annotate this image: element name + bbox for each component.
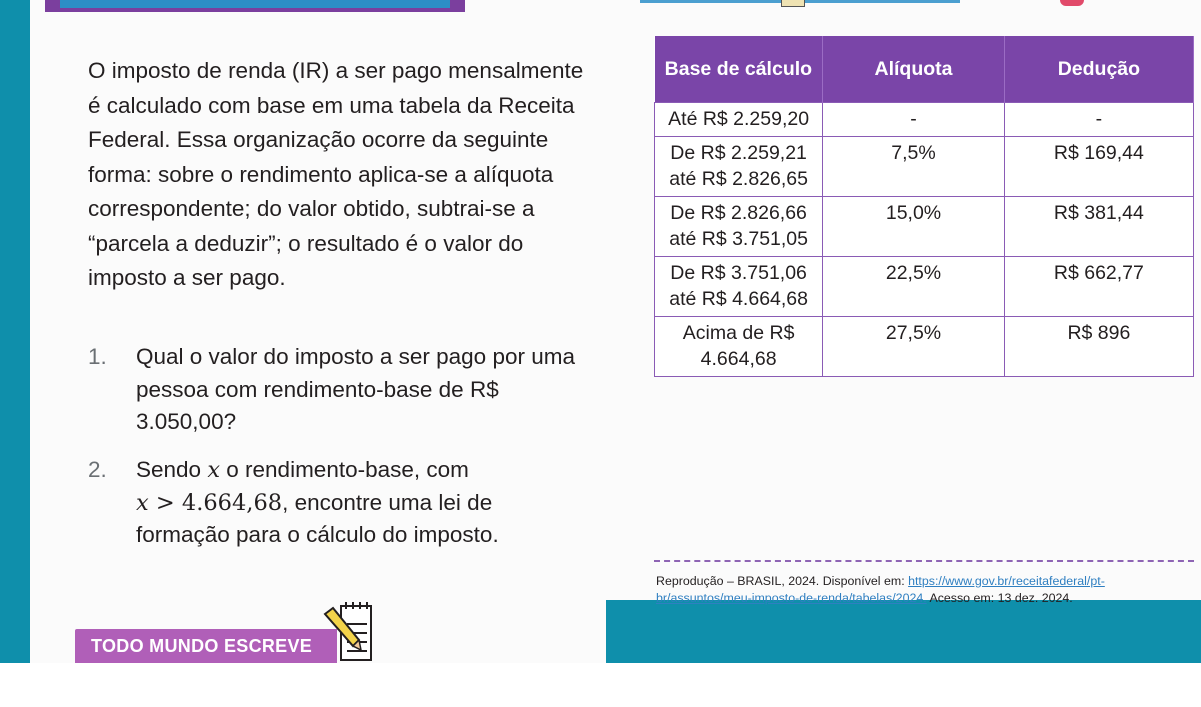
cell-rate: 15,0% — [823, 197, 1005, 257]
table-header-row — [655, 36, 1194, 103]
header-rate: Alíquota — [823, 36, 1005, 103]
cell-base: Até R$ 2.259,20 — [655, 103, 823, 137]
header-deduction: Dedução — [1004, 36, 1193, 103]
cell-rate: 27,5% — [823, 317, 1005, 377]
question-number: 2. — [88, 457, 107, 482]
question-text: Qual o valor do imposto a ser pago por uma pessoa com rendimento-base de R$ 3.050,00? — [136, 344, 575, 434]
condition-value: 4.664,68 — [181, 489, 283, 516]
cell-base: De R$ 2.259,21 até R$ 2.826,65 — [655, 137, 823, 197]
pencil-notepad-icon — [323, 600, 375, 664]
source-link[interactable]: https://www.gov.br/receitafederal/pt-br/assuntos/meu-imposto-de-renda/tabelas/2024. — [656, 574, 1105, 605]
cell-base: De R$ 3.751,06 até R$ 4.664,68 — [655, 257, 823, 317]
top-dot-decoration — [1060, 0, 1084, 6]
question-number: 1. — [88, 344, 107, 369]
top-tab-decoration — [781, 0, 805, 7]
cell-base: Acima de R$ 4.664,68 — [655, 317, 823, 377]
table-row — [655, 257, 1194, 317]
table-row — [655, 197, 1194, 257]
dashed-divider — [654, 560, 1194, 562]
cell-deduction: R$ 662,77 — [1004, 257, 1193, 317]
cell-deduction: R$ 381,44 — [1004, 197, 1193, 257]
tax-table — [654, 36, 1194, 377]
cell-rate: 22,5% — [823, 257, 1005, 317]
intro-paragraph: O imposto de renda (IR) a ser pago mensalmente é calculado com base em uma tabela da Receita Federal. Essa organização ocorre da seguinte forma: sobre o rendimento aplica-se a alíquota correspondente; do valor obtido, subtrai-se a “parcela a deduzir”; o resultado é o valor do imposto a ser pago. — [88, 58, 584, 290]
variable-x: x — [207, 457, 221, 483]
cell-rate: 7,5% — [823, 137, 1005, 197]
cell-deduction: R$ 169,44 — [1004, 137, 1193, 197]
table-row — [655, 317, 1194, 377]
cell-deduction: R$ 896 — [1004, 317, 1193, 377]
top-decoration-stripe — [60, 0, 450, 8]
cell-base: De R$ 2.826,66 até R$ 3.751,05 — [655, 197, 823, 257]
header-base: Base de cálculo — [655, 36, 823, 103]
variable-x: x — [136, 489, 149, 516]
question-1 — [88, 341, 588, 439]
section-badge: TODO MUNDO ESCREVE — [75, 629, 337, 663]
question-text: Sendo x o rendimento-base, com x > 4.664,68, encontre uma lei de formação para o cálculo do imposto. — [136, 457, 499, 547]
source-citation: Reprodução – BRASIL, 2024. Disponível em: https://www.gov.br/receitafederal/pt-br/assuntos/meu-imposto-de-renda/tabelas/2024. Acesso em: 13 dez. 2024. — [656, 574, 1105, 605]
cell-rate: - — [823, 103, 1005, 137]
table-row — [655, 137, 1194, 197]
cell-deduction: - — [1004, 103, 1193, 137]
question-2 — [88, 454, 588, 552]
table-row — [655, 103, 1194, 137]
